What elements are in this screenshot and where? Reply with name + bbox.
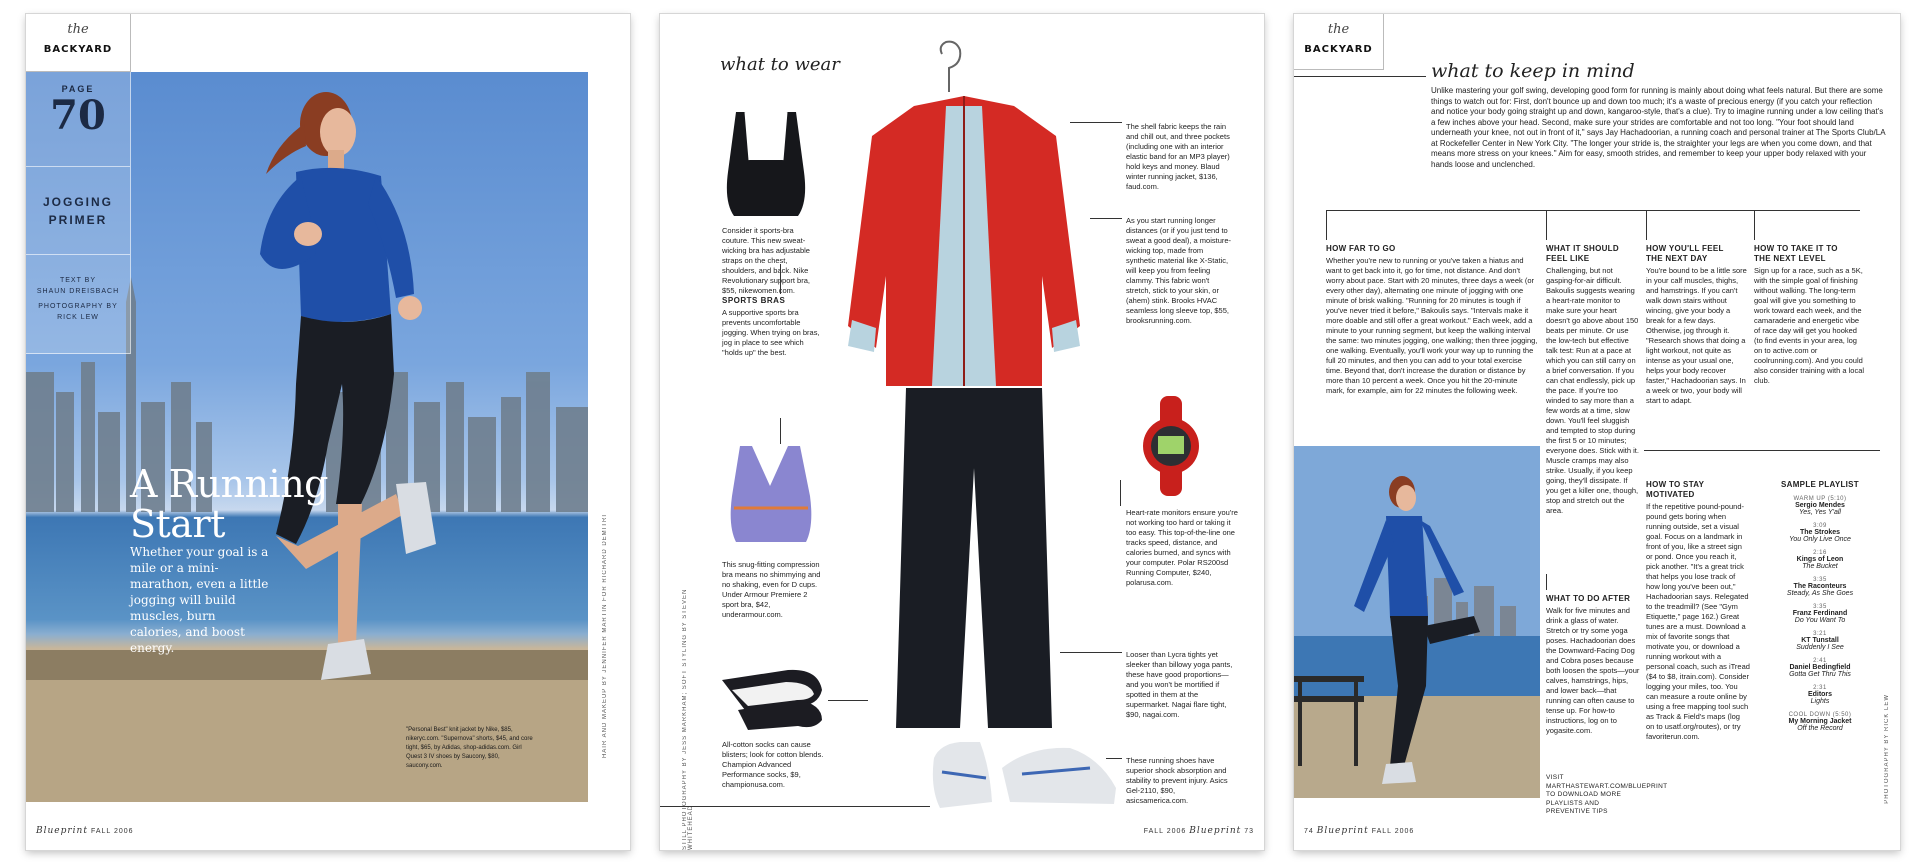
next-day-heading [1646, 244, 1748, 264]
stretching-runner-photo [1294, 446, 1540, 798]
headline-line-2: Start [130, 502, 225, 546]
magazine-page-middle [660, 14, 1264, 850]
article-category [26, 167, 130, 255]
playlist-artist: Kings of Leon [1796, 556, 1844, 563]
folio-page-number: 73 [1244, 828, 1254, 835]
intro-paragraph: Unlike mastering your golf swing, developing good form for running is mainly about doing what feels natural. But there are some things to watch out for: First, don't bounce up and down too much; it's a waste of precious energy (if you catch your reflection and notice your body going straight up and down, kangaroo-style, that's a clue). Try to imagine running under a low ceiling that's a few inches above your head. Second, make sure your strides are comfortable and not too long. "Your foot should land underneath your knee, not out in front of it," says Jay Hachadoorian, a running coach and personal trainer at The Sports Club/LA at Rockefeller Center in New York City. "The longer your stride is, the straighter your legs are when you come down, and that means more stress on your knees." Aim for easy, smooth strides, and remember to keep your upper body relaxed with your hands loose and unclenched. [1431, 86, 1886, 169]
hanger-icon [934, 38, 964, 94]
page-folio [36, 826, 134, 836]
article-tab [26, 72, 131, 354]
playlist-time: 3:21 [1813, 631, 1827, 637]
how-far-column [1326, 244, 1538, 396]
jacket-description: The shell fabric keeps the rain and chill out, and three pockets (including one with an interior elastic band for an MP3 player) hold keys and money. Blaud winter running jacket, $136, faud.com. [1126, 122, 1230, 191]
after-column [1546, 594, 1640, 736]
playlist-time: 2:41 [1813, 658, 1827, 664]
next-day-heading-1: HOW YOU'LL FEEL [1646, 244, 1724, 253]
folio-issue: FALL 2006 [90, 828, 134, 835]
socks-description: All-cotton socks can cause blisters; look for cotton blends. Champion Advanced Performance socks, $9, championusa.com. [722, 740, 824, 789]
motivated-text: If the repetitive pound-pound-pound gets boring when running outside, set a visual goal. Focus on a landmark in front of you, like a street sign or pond. Once you reach it, pick another. "It's a great trick that helps you lose track of how long you've been out," Hachadoorian says. Relegated to the treadmill? (See "Gym Etiquette," page 162.) Great tunes are a must. Download a mix of favorite songs that motivate you, or download a running workout with a personal coach, such as iTread ($4 to $8, itrain.com). Consider logging your miles, too. You can measure a route online by using a free mapping tool such as Track & Field's maps (log on to usatf.org/routes), or try favoriterun.com. [1646, 502, 1750, 741]
feel-like-text: Challenging, but not gasping-for-air difficult. Bakoulis suggests wearing a heart-rate monitor to make sure your heart doesn't go above about 150 beats per minute. Or use the low-tech but effective talk test: Run at a pace at which you can still carry on a brief conversation. If you can chat endlessly, pick up the pace. If you're too winded to say more than a few words at a time, slow down. You'll feel sluggish and tempted to stop during the first 5 or 10 minutes; everyone does. Stick with it. Muscle cramps may also strike. Usually, if you keep going, they'll dissipate. If you get a killer one, though, stop and stretch out the area. [1546, 266, 1639, 515]
next-day-column [1646, 244, 1748, 406]
byline-author: SHAUN DREISBACH [36, 288, 120, 295]
feel-like-heading-1: WHAT IT SHOULD [1546, 244, 1619, 253]
branch-line [1546, 574, 1547, 590]
shoes-description: These running shoes have superior shock absorption and stability to prevent injury. Asics Gel-2110, $90, asicsamerica.com. [1126, 756, 1228, 805]
leader-line [1070, 122, 1122, 123]
sports-bras-text: A supportive sports bra prevents uncomfortable jogging. When trying on bras, jog in place to see which "holds up" the best. [722, 308, 820, 357]
leader-line [1120, 480, 1121, 506]
playlist-time: 3:09 [1813, 523, 1827, 529]
purple-bra-description: This snug-fitting compression bra means no shimmying and no shaking, even for D cups. Under Armour Premiere 2 sport bra, $42, underarmour.com. [722, 560, 821, 619]
playlist-item [1761, 550, 1879, 570]
playlist-artist: Franz Ferdinand [1792, 610, 1848, 617]
heart-rate-monitor-image [1138, 396, 1204, 496]
visit-site-note[interactable]: VISIT MARTHASTEWART.COM/BLUEPRINT TO DOWNLOAD MORE PLAYLISTS AND PREVENTIVE TIPS [1546, 774, 1668, 815]
headline-line-1: A Running [130, 462, 329, 506]
branch-line [1326, 210, 1327, 240]
motivated-heading-1: HOW TO STAY [1646, 480, 1705, 489]
hero-deck: Whether your goal is a mile or a mini-marathon, even a little jogging will build muscles, burn calories, and boost energy. [130, 545, 269, 655]
playlist-item [1761, 658, 1879, 678]
folio-brand: Blueprint [1189, 826, 1242, 836]
pants-description: Looser than Lycra tights yet sleeker than billowy yoga pants, these have good proportions—and you won't be mortified if spotted in them at the supermarket. Nagai flare tight, $90, nagai.com. [1126, 650, 1233, 719]
section-logo [1294, 14, 1384, 70]
branch-line [1326, 210, 1860, 211]
feel-like-column [1546, 244, 1640, 516]
logo-the-text: the [67, 22, 89, 37]
playlist-song: Gotta Get Thru This [1789, 671, 1851, 678]
playlist-song: The Bucket [1802, 563, 1838, 570]
purple-sports-bra-image [726, 446, 816, 546]
black-sports-bra-image [718, 112, 814, 220]
vertical-credit: HAIR AND MAKEUP BY JENNIFER MARTIN FOR RICHARD DEMITRI [602, 514, 608, 759]
magazine-page-left [26, 14, 630, 850]
category-line-2: PRIMER [48, 213, 108, 227]
section-title-what-to-wear: what to wear [720, 54, 840, 75]
logo-backyard-text: BACKYARD [43, 44, 113, 55]
category-line-1: JOGGING [42, 195, 113, 209]
byline-photographer: RICK LEW [57, 314, 99, 321]
playlist-item [1761, 712, 1879, 732]
playlist-artist: My Morning Jacket [1788, 718, 1852, 725]
photo-caption: "Personal Best" knit jacket by Nike, $85, nikeryc.com. "Supernova" shorts, $45, and core tight, $65, by Adidas, shop-adidas.com. Girl Quest 3 IV shoes by Saucony, $80, saucony.com. [406, 727, 533, 769]
logo-backyard-text: BACKYARD [1304, 44, 1373, 55]
playlist-artist: Daniel Bedingfield [1789, 664, 1851, 671]
playlist-song: Steady, As She Goes [1786, 590, 1854, 597]
branch-line [1754, 210, 1755, 240]
byline-text-label: TEXT BY [59, 277, 97, 284]
playlist-artist: KT Tunstall [1801, 637, 1839, 644]
folio-issue: FALL 2006 [1143, 828, 1187, 835]
section-title-keep-in-mind: what to keep in mind [1431, 60, 1635, 82]
playlist-song: Do You Want To [1794, 617, 1846, 624]
sports-bras-heading: SPORTS BRAS [722, 296, 786, 305]
next-level-column [1754, 244, 1866, 386]
feel-like-heading [1546, 244, 1640, 264]
playlist-time: WARM UP (5:10) [1793, 496, 1847, 502]
black-bra-description: Consider it sports-bra couture. This new sweat-wicking bra has adjustable straps on the chest, shoulders, and back. Nike Revolutionary support bra, $55, nikewomen.com. [722, 226, 810, 295]
leader-line [660, 806, 930, 807]
branch-line [1546, 210, 1547, 240]
playlist-item [1761, 496, 1879, 516]
leader-line [1294, 76, 1426, 77]
stretching-scene [1294, 446, 1540, 798]
playlist-time: 2:31 [1813, 685, 1827, 691]
how-far-text: Whether you're new to running or you've taken a hiatus and want to get back into it, go for time, not distance. And don't worry about pace. Start with 20 minutes, three days a week (or every other day), alternating one minute of jogging with one minute of brisk walking. "Running for 20 minutes is tough if you've never tried it before," Bakoulis says. "Intervals make it more doable and still offer a great workout." Each week, add a minute to your running segment, but keep the walking interval the same: two minutes jogging, one walking; then three jogging, one walking. Eventually, you'll work your way up to running the full 20 minutes, and then you can add to your total exercise time. Beyond that, don't increase the duration or distance by more than 10 percent a week. Once you hit the 20-minute mark, for example, aim for 22 minutes the following week. [1326, 256, 1538, 395]
playlist-item [1761, 604, 1879, 624]
running-shoes-image [930, 738, 1120, 814]
sample-playlist [1761, 480, 1879, 739]
next-level-heading-1: HOW TO TAKE IT TO [1754, 244, 1838, 253]
playlist-song: You Only Live Once [1789, 536, 1851, 543]
black-pants-image [896, 388, 1052, 734]
folio-brand: Blueprint [36, 826, 88, 836]
byline-photo-label: PHOTOGRAPHY BY [38, 303, 118, 310]
folio-page-number: 74 [1304, 828, 1314, 835]
page-label: PAGE [61, 84, 95, 94]
running-socks-image [718, 660, 828, 732]
branch-line [1644, 450, 1880, 451]
leader-line [780, 418, 781, 444]
next-level-heading-2: THE NEXT LEVEL [1754, 254, 1826, 263]
next-level-heading [1754, 244, 1866, 264]
feel-like-heading-2: FEEL LIKE [1546, 254, 1590, 263]
logo-the-text: the [1327, 22, 1350, 37]
leader-line [1106, 758, 1122, 759]
playlist-heading: SAMPLE PLAYLIST [1781, 480, 1859, 489]
leader-line [828, 700, 868, 701]
runner-figure [246, 84, 486, 804]
red-jacket-image [846, 96, 1082, 414]
folio-issue: FALL 2006 [1371, 828, 1415, 835]
hero-headline [130, 464, 328, 544]
playlist-item [1761, 631, 1879, 651]
how-far-heading: HOW FAR TO GO [1326, 244, 1396, 253]
page-number: 70 [50, 92, 106, 139]
page-folio [1144, 826, 1254, 836]
playlist-song: Yes, Yes Y'all [1799, 509, 1841, 516]
playlist-time: 3:35 [1813, 577, 1827, 583]
playlist-item [1761, 685, 1879, 705]
leader-line [1090, 218, 1122, 219]
playlist-song: Off the Record [1797, 725, 1843, 732]
playlist-time: 2:16 [1813, 550, 1827, 556]
sports-bras-block [722, 296, 822, 358]
still-photo-credit: STILL PHOTOGRAPHY BY JESS MARKHAM; SOFT STYLING BY STEVEN WHITEHEAD [682, 588, 694, 850]
playlist-item [1761, 577, 1879, 597]
motivated-heading-2: MOTIVATED [1646, 490, 1695, 499]
next-day-heading-2: THE NEXT DAY [1646, 254, 1708, 263]
leader-line [1060, 652, 1122, 653]
after-heading: WHAT TO DO AFTER [1546, 594, 1631, 603]
playlist-song: Suddenly I See [1796, 644, 1844, 651]
playlist-item [1761, 523, 1879, 543]
motivated-heading [1646, 480, 1750, 500]
monitor-description: Heart-rate monitors ensure you're not working too hard or taking it too easy. This top-of-the-line one tracks speed, distance, and calories burned, and syncs with your computer. Polar RS200sd Running Computer, $240, polarusa.com. [1126, 508, 1238, 587]
playlist-time: COOL DOWN (5:50) [1788, 712, 1852, 718]
page-number-block [26, 72, 130, 167]
page-folio [1304, 826, 1414, 836]
motivated-column [1646, 480, 1750, 742]
photo-credit: PHOTOGRAPHY BY RICK LEW [1884, 694, 1890, 804]
folio-brand: Blueprint [1316, 826, 1369, 836]
after-text: Walk for five minutes and drink a glass of water. Stretch or try some yoga poses. Hachadoorian does the Downward-Facing Dog and Cobra poses because both loosen the spots—your calves, hamstrings, hips, and lower back—that running can often cause to tense up. For how-to instructions, log on to yogasite.com. [1546, 606, 1640, 735]
leader-line [780, 264, 781, 294]
next-level-text: Sign up for a race, such as a 5K, with the simple goal of finishing without walking. The long-term goal will give you something to work toward each week, and the camaraderie and energetic vibe of race day will get you hooked (to find events in your area, log on to active.com or coolrunning.com). And you could also consider training with a local club. [1754, 266, 1865, 385]
playlist-song: Lights [1810, 698, 1830, 705]
next-day-text: You're bound to be a little sore in your calf muscles, thighs, and hamstrings. If you can't walk down stairs without wincing, give your body a break for a few days. Otherwise, jog through it. "Research shows that doing a light workout, not quite as intense as your usual one, helps your body recover faster," Hachadoorian says. In a week or two, your body will start to adapt. [1646, 266, 1747, 405]
playlist-artist: The Strokes [1799, 529, 1841, 536]
playlist-time: 3:35 [1813, 604, 1827, 610]
playlist-artist: Editors [1807, 691, 1833, 698]
playlist-artist: The Raconteurs [1793, 583, 1847, 590]
magazine-page-right [1294, 14, 1900, 850]
section-logo [26, 14, 131, 72]
playlist-artist: Sergio Mendes [1795, 502, 1845, 509]
playlist-items [1761, 496, 1879, 732]
branch-line [1646, 210, 1647, 240]
top-description: As you start running longer distances (or if you just tend to sweat a good deal), a moisture-wicking top, made from synthetic material like X-Static, will keep you from feeling clammy. This fabric won't stretch, stick to your skin, or (ahem) stink. Brooks HVAC seamless long sleeve top, $55, brooksrunning.com. [1126, 216, 1232, 325]
byline-block [26, 255, 130, 354]
